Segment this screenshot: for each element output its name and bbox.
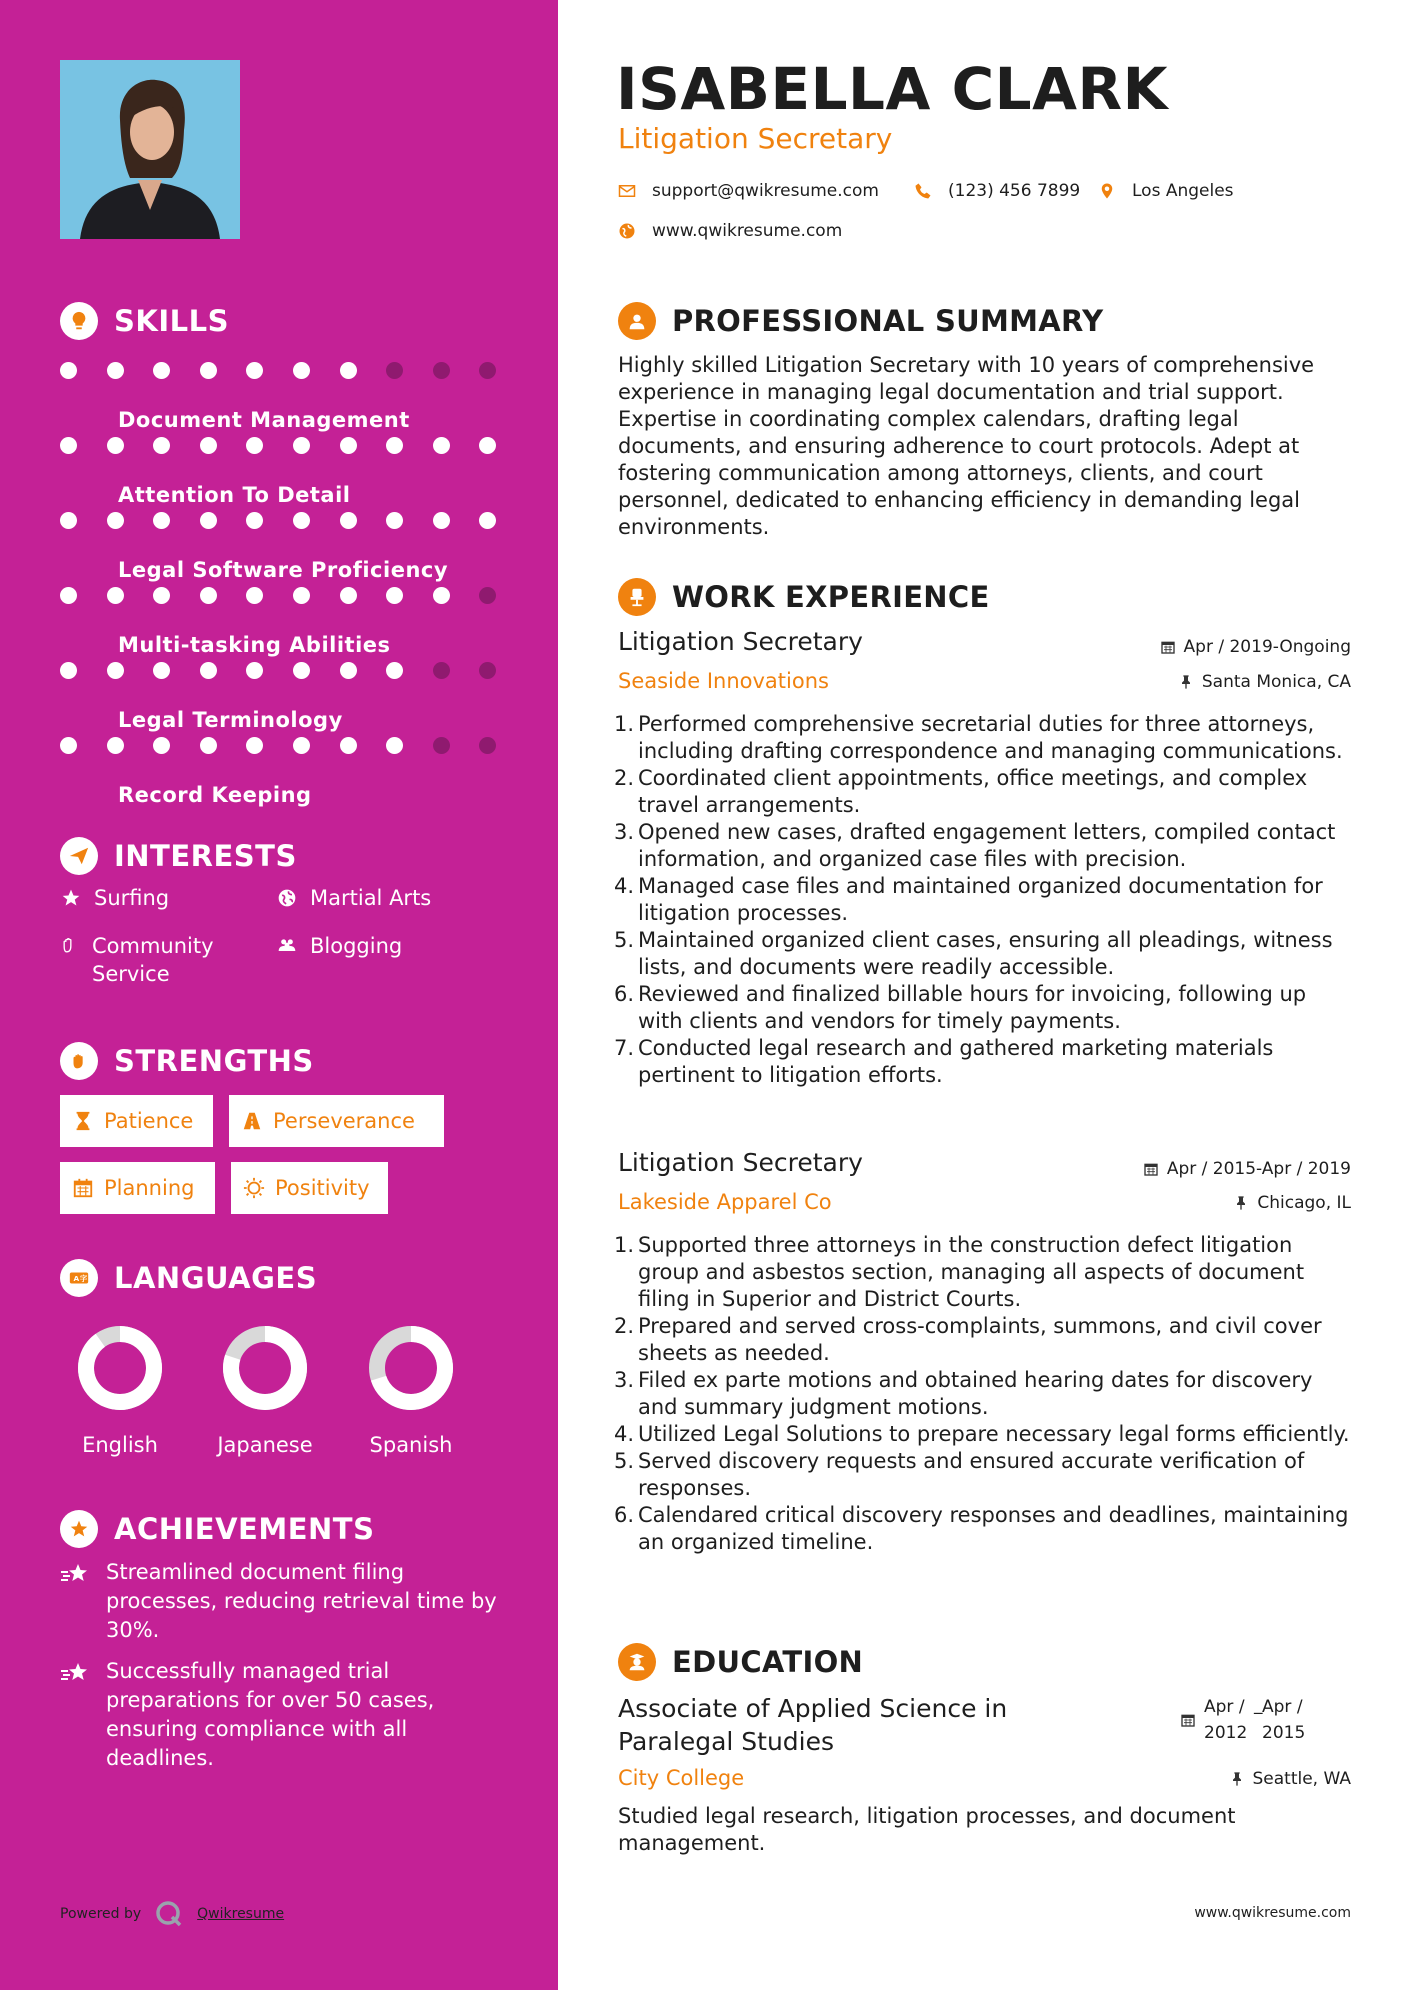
skill-rating-dot [153, 587, 170, 604]
skill-item [60, 425, 500, 507]
job-duty-text: Utilized Legal Solutions to prepare necessary legal forms efficiently. [638, 1422, 1350, 1446]
skill-rating-dot [246, 362, 263, 379]
office-chair-icon [618, 578, 656, 616]
skill-rating-dot [340, 437, 357, 454]
job-duty-text: Reviewed and finalized billable hours for invoicing, following up with clients and vendors for timely payments. [638, 982, 1307, 1033]
website-text: www.qwikresume.com [652, 221, 843, 241]
skill-rating-dot [340, 737, 357, 754]
strengths-heading [60, 1042, 314, 1080]
users-icon [276, 932, 298, 960]
education-end [1254, 1694, 1322, 1746]
job-duty-item [614, 1313, 1354, 1367]
star-icon [60, 884, 82, 912]
achievement-item [60, 1657, 500, 1773]
lightbulb-icon [60, 302, 98, 340]
skill-rating-dot [107, 662, 124, 679]
job-duty-item [614, 1035, 1354, 1089]
skill-rating-dot [433, 437, 450, 454]
qwikresume-logo-icon [155, 1900, 183, 1928]
skill-rating [60, 660, 500, 684]
language-name: Japanese [217, 1433, 313, 1457]
job-duty-text: Opened new cases, drafted engagement letters, compiled contact information, and organized case files with precision. [638, 820, 1336, 871]
language-item [55, 1325, 185, 1457]
job-dates [1160, 637, 1351, 657]
list-number: 3. [614, 1368, 635, 1392]
job-duty-item [614, 819, 1354, 873]
user-icon [618, 302, 656, 340]
list-number: 7. [614, 1036, 635, 1060]
profile-photo [60, 60, 240, 239]
interests-title: INTERESTS [114, 839, 297, 873]
skill-rating-dot [107, 587, 124, 604]
strength-tag-planning [60, 1162, 215, 1214]
interest-label: Blogging [310, 934, 403, 958]
language-item [346, 1325, 476, 1457]
paper-plane-icon [60, 837, 98, 875]
skill-item [60, 575, 500, 657]
job-location-text: Chicago, IL [1257, 1193, 1351, 1213]
skill-rating [60, 585, 500, 609]
interest-item-martial-arts [276, 884, 431, 912]
globe-icon [618, 222, 636, 240]
skill-rating-dot [386, 362, 403, 379]
job-duty-text: Performed comprehensive secretarial duties for three attorneys, including drafting correspondence and managing communications. [638, 712, 1343, 763]
strength-label: Positivity [275, 1176, 370, 1200]
education-start-month: Apr / [1204, 1697, 1245, 1717]
skill-rating-dot [60, 437, 77, 454]
job-duty-item [614, 1448, 1354, 1502]
skill-rating-dot [340, 512, 357, 529]
svg-text:A: A [73, 1274, 80, 1284]
job-duty-text: Maintained organized client cases, ensuring all pleadings, witness lists, and documents were readily accessible. [638, 928, 1333, 979]
envelope-icon [618, 182, 636, 200]
strength-tag-positivity [231, 1162, 388, 1214]
globe-icon [276, 884, 298, 912]
job-duty-item [614, 711, 1354, 765]
languages-heading [60, 1259, 317, 1297]
achievements-heading [60, 1510, 374, 1548]
skill-rating-dot [60, 587, 77, 604]
interest-label: Surfing [94, 886, 170, 910]
skill-rating-dot [107, 737, 124, 754]
list-number: 1. [614, 1233, 635, 1257]
skill-rating-dot [340, 587, 357, 604]
contact-phone[interactable] [914, 181, 1080, 201]
skill-rating-dot [60, 512, 77, 529]
skill-rating-dot [479, 662, 496, 679]
job-duty-text: Prepared and served cross-complaints, summons, and civil cover sheets as needed. [638, 1314, 1322, 1365]
education-end-month: Apr / [1262, 1697, 1303, 1717]
skill-rating-dot [479, 362, 496, 379]
skill-rating-dot [200, 737, 217, 754]
job-duty-item [614, 1421, 1354, 1448]
education-location-text: Seattle, WA [1252, 1769, 1351, 1789]
skill-item [60, 350, 500, 432]
interest-item-blogging [276, 932, 402, 960]
calendar-icon [1160, 639, 1176, 655]
skill-rating-dot [293, 437, 310, 454]
job-duty-item [614, 765, 1354, 819]
job-duty-item [614, 1232, 1354, 1313]
education-end-year: 2015 [1262, 1723, 1306, 1743]
strength-tag-patience [60, 1095, 213, 1147]
graduate-icon [618, 1643, 656, 1681]
calendar-icon [1180, 1712, 1196, 1728]
education-end-prefix: _ [1254, 1695, 1263, 1715]
skill-rating-dot [479, 587, 496, 604]
map-pin-icon [1098, 182, 1116, 200]
skill-rating-dot [433, 362, 450, 379]
powered-by-label: Powered by [60, 1906, 142, 1922]
education-location [1229, 1769, 1352, 1789]
school-name: City College [618, 1766, 745, 1790]
location-text: Los Angeles [1132, 181, 1234, 201]
education-title: EDUCATION [672, 1645, 864, 1679]
skill-rating-dot [246, 512, 263, 529]
powered-by [60, 1900, 284, 1928]
road-icon [241, 1110, 263, 1132]
skill-rating-dot [293, 362, 310, 379]
list-number: 4. [614, 874, 635, 898]
job-duty-item [614, 1367, 1354, 1421]
svg-text:字: 字 [79, 1274, 88, 1284]
ring-fill [86, 1334, 154, 1402]
summary-text: Highly skilled Litigation Secretary with 10 years of comprehensive experience in managing legal documentation and trial support. Expertise in coordinating complex calendars, drafting legal documents, and ensuring adherence to court protocols. Adept at fostering communication among attorneys, clients, and court personnel, dedicated to enhancing efficiency in demanding legal environments. [618, 353, 1315, 539]
skill-rating-dot [433, 512, 450, 529]
education-start-year: 2012 [1204, 1723, 1248, 1743]
strengths-title: STRENGTHS [114, 1044, 314, 1078]
skill-rating-dot [246, 662, 263, 679]
skill-rating-dot [153, 512, 170, 529]
language-level-ring [77, 1325, 163, 1411]
skill-item [60, 725, 500, 807]
achievement-item [60, 1558, 500, 1645]
qwikresume-link[interactable]: Qwikresume [197, 1906, 285, 1922]
skill-rating-dot [60, 737, 77, 754]
skill-rating-dot [60, 662, 77, 679]
medal-icon [60, 1510, 98, 1548]
skill-rating-dot [153, 662, 170, 679]
degree-line: Associate of Applied Science in [618, 1694, 1008, 1723]
skill-rating-dot [153, 437, 170, 454]
sidebar [0, 0, 558, 1990]
contact-email[interactable] [618, 181, 879, 201]
list-number: 5. [614, 928, 635, 952]
job-duty-text: Supported three attorneys in the construction defect litigation group and asbestos section, managing all aspects of document filing in Superior and District Courts. [638, 1233, 1305, 1311]
job-title: Litigation Secretary [618, 627, 863, 656]
phone-icon [914, 182, 932, 200]
skills-title: SKILLS [114, 304, 229, 338]
skill-rating-dot [153, 362, 170, 379]
list-number: 3. [614, 820, 635, 844]
achievement-text: Streamlined document filing processes, reducing retrieval time by 30%. [106, 1560, 497, 1642]
skill-rating-dot [479, 737, 496, 754]
skill-rating-dot [246, 737, 263, 754]
skill-rating-dot [153, 737, 170, 754]
achievement-text: Successfully managed trial preparations for over 50 cases, ensuring compliance with all deadlines. [106, 1659, 435, 1770]
job-location [1178, 672, 1351, 692]
job-company: Lakeside Apparel Co [618, 1190, 832, 1214]
skill-name: Document Management [118, 408, 410, 432]
calendar-icon [72, 1177, 94, 1199]
education-dates [1180, 1694, 1322, 1746]
skill-rating-dot [107, 512, 124, 529]
list-number: 6. [614, 1503, 635, 1527]
skill-rating-dot [340, 362, 357, 379]
candidate-name: ISABELLA CLARK [616, 55, 1169, 123]
interest-label: Martial Arts [310, 886, 432, 910]
skill-rating-dot [386, 512, 403, 529]
strength-label: Perseverance [273, 1109, 415, 1133]
calendar-icon [1143, 1161, 1159, 1177]
skill-name: Legal Software Proficiency [118, 558, 449, 582]
job-duty-item [614, 981, 1354, 1035]
skill-rating-dot [479, 512, 496, 529]
strength-tag-perseverance [229, 1095, 444, 1147]
skill-rating [60, 435, 500, 459]
skill-rating-dot [200, 662, 217, 679]
skill-rating-dot [200, 512, 217, 529]
list-number: 4. [614, 1422, 635, 1446]
language-name: Spanish [369, 1433, 453, 1457]
education-description: Studied legal research, litigation processes, and document management. [618, 1804, 1236, 1855]
job-title: Litigation Secretary [618, 1148, 863, 1177]
skill-rating-dot [200, 362, 217, 379]
skill-rating-dot [386, 737, 403, 754]
skill-rating [60, 360, 500, 384]
job-duty-text: Served discovery requests and ensured accurate verification of responses. [638, 1449, 1305, 1500]
degree-line: Paralegal Studies [618, 1727, 835, 1756]
language-level-ring [222, 1325, 308, 1411]
job-duty-item [614, 1502, 1354, 1556]
skill-rating-dot [60, 362, 77, 379]
shooting-star-icon [60, 1558, 90, 1645]
candidate-role: Litigation Secretary [618, 122, 893, 155]
sun-icon [243, 1177, 265, 1199]
skill-rating-dot [200, 437, 217, 454]
languages-title: LANGUAGES [114, 1261, 318, 1295]
job-duty-item [614, 873, 1354, 927]
job-duties-list [614, 1232, 1354, 1556]
skill-rating-dot [107, 362, 124, 379]
job-duty-text: Filed ex parte motions and obtained hearing dates for discovery and summary judgment motions. [638, 1368, 1313, 1419]
hourglass-icon [72, 1110, 94, 1132]
job-duty-text: Managed case files and maintained organized documentation for litigation processes. [638, 874, 1323, 925]
skill-rating-dot [479, 437, 496, 454]
summary-heading [618, 302, 1103, 340]
experience-title: WORK EXPERIENCE [672, 580, 990, 614]
interest-label: Community Service [92, 934, 214, 986]
job-duty-item [614, 927, 1354, 981]
job-location [1233, 1193, 1351, 1213]
skill-rating-dot [386, 437, 403, 454]
phone-text: (123) 456 7899 [948, 181, 1081, 201]
list-number: 2. [614, 766, 635, 790]
job-company: Seaside Innovations [618, 669, 829, 693]
skill-rating-dot [293, 737, 310, 754]
list-number: 6. [614, 982, 635, 1006]
footer-url[interactable]: www.qwikresume.com [1194, 1905, 1351, 1921]
job-duty-text: Conducted legal research and gathered marketing materials pertinent to litigation efforts. [638, 1036, 1274, 1087]
job-duty-text: Calendared critical discovery responses and deadlines, maintaining an organized timeline. [638, 1503, 1349, 1554]
summary-title: PROFESSIONAL SUMMARY [672, 304, 1104, 338]
skill-name: Legal Terminology [118, 708, 343, 732]
achievements-title: ACHIEVEMENTS [114, 1512, 375, 1546]
interests-heading [60, 837, 297, 875]
interest-item-surfing [60, 884, 169, 912]
skill-rating-dot [386, 587, 403, 604]
skill-rating-dot [293, 587, 310, 604]
language-name: English [82, 1433, 158, 1457]
skill-name: Record Keeping [118, 783, 312, 807]
strength-label: Planning [104, 1176, 195, 1200]
contact-website[interactable] [618, 221, 842, 241]
skill-rating-dot [340, 662, 357, 679]
hand-icon [60, 932, 80, 960]
skill-item [60, 650, 500, 732]
skill-item [60, 500, 500, 582]
job-dates-text: Apr / 2019-Ongoing [1183, 637, 1351, 657]
language-item [200, 1325, 330, 1457]
fist-icon [60, 1042, 98, 1080]
shooting-star-icon [60, 1657, 90, 1773]
skill-rating-dot [246, 437, 263, 454]
list-number: 1. [614, 712, 635, 736]
language-icon [60, 1259, 98, 1297]
experience-heading [618, 578, 990, 616]
degree-title [618, 1692, 1007, 1758]
contact-location [1098, 181, 1234, 201]
skill-name: Attention To Detail [118, 483, 351, 507]
job-dates [1143, 1159, 1351, 1179]
skill-name: Multi-tasking Abilities [118, 633, 391, 657]
skill-rating [60, 510, 500, 534]
education-heading [618, 1643, 863, 1681]
job-duty-text: Coordinated client appointments, office meetings, and complex travel arrangements. [638, 766, 1308, 817]
skill-rating-dot [433, 662, 450, 679]
person-photo-illustration [60, 60, 240, 239]
pushpin-icon [1178, 674, 1194, 690]
skill-rating-dot [293, 512, 310, 529]
skill-rating-dot [386, 662, 403, 679]
skill-rating-dot [246, 587, 263, 604]
pushpin-icon [1233, 1195, 1249, 1211]
language-level-ring [368, 1325, 454, 1411]
main-content [558, 0, 1407, 1990]
skill-rating-dot [433, 587, 450, 604]
pushpin-icon [1229, 1771, 1245, 1787]
skills-heading [60, 302, 229, 340]
skill-rating-dot [293, 662, 310, 679]
skill-rating-dot [200, 587, 217, 604]
interest-item-community-service [60, 932, 260, 988]
skill-rating-dot [433, 737, 450, 754]
email-text: support@qwikresume.com [652, 181, 879, 201]
skill-rating-dot [107, 437, 124, 454]
job-dates-text: Apr / 2015-Apr / 2019 [1166, 1159, 1351, 1179]
list-number: 2. [614, 1314, 635, 1338]
job-location-text: Santa Monica, CA [1201, 672, 1351, 692]
skill-rating [60, 735, 500, 759]
job-duties-list [614, 711, 1354, 1089]
list-number: 5. [614, 1449, 635, 1473]
strength-label: Patience [104, 1109, 194, 1133]
